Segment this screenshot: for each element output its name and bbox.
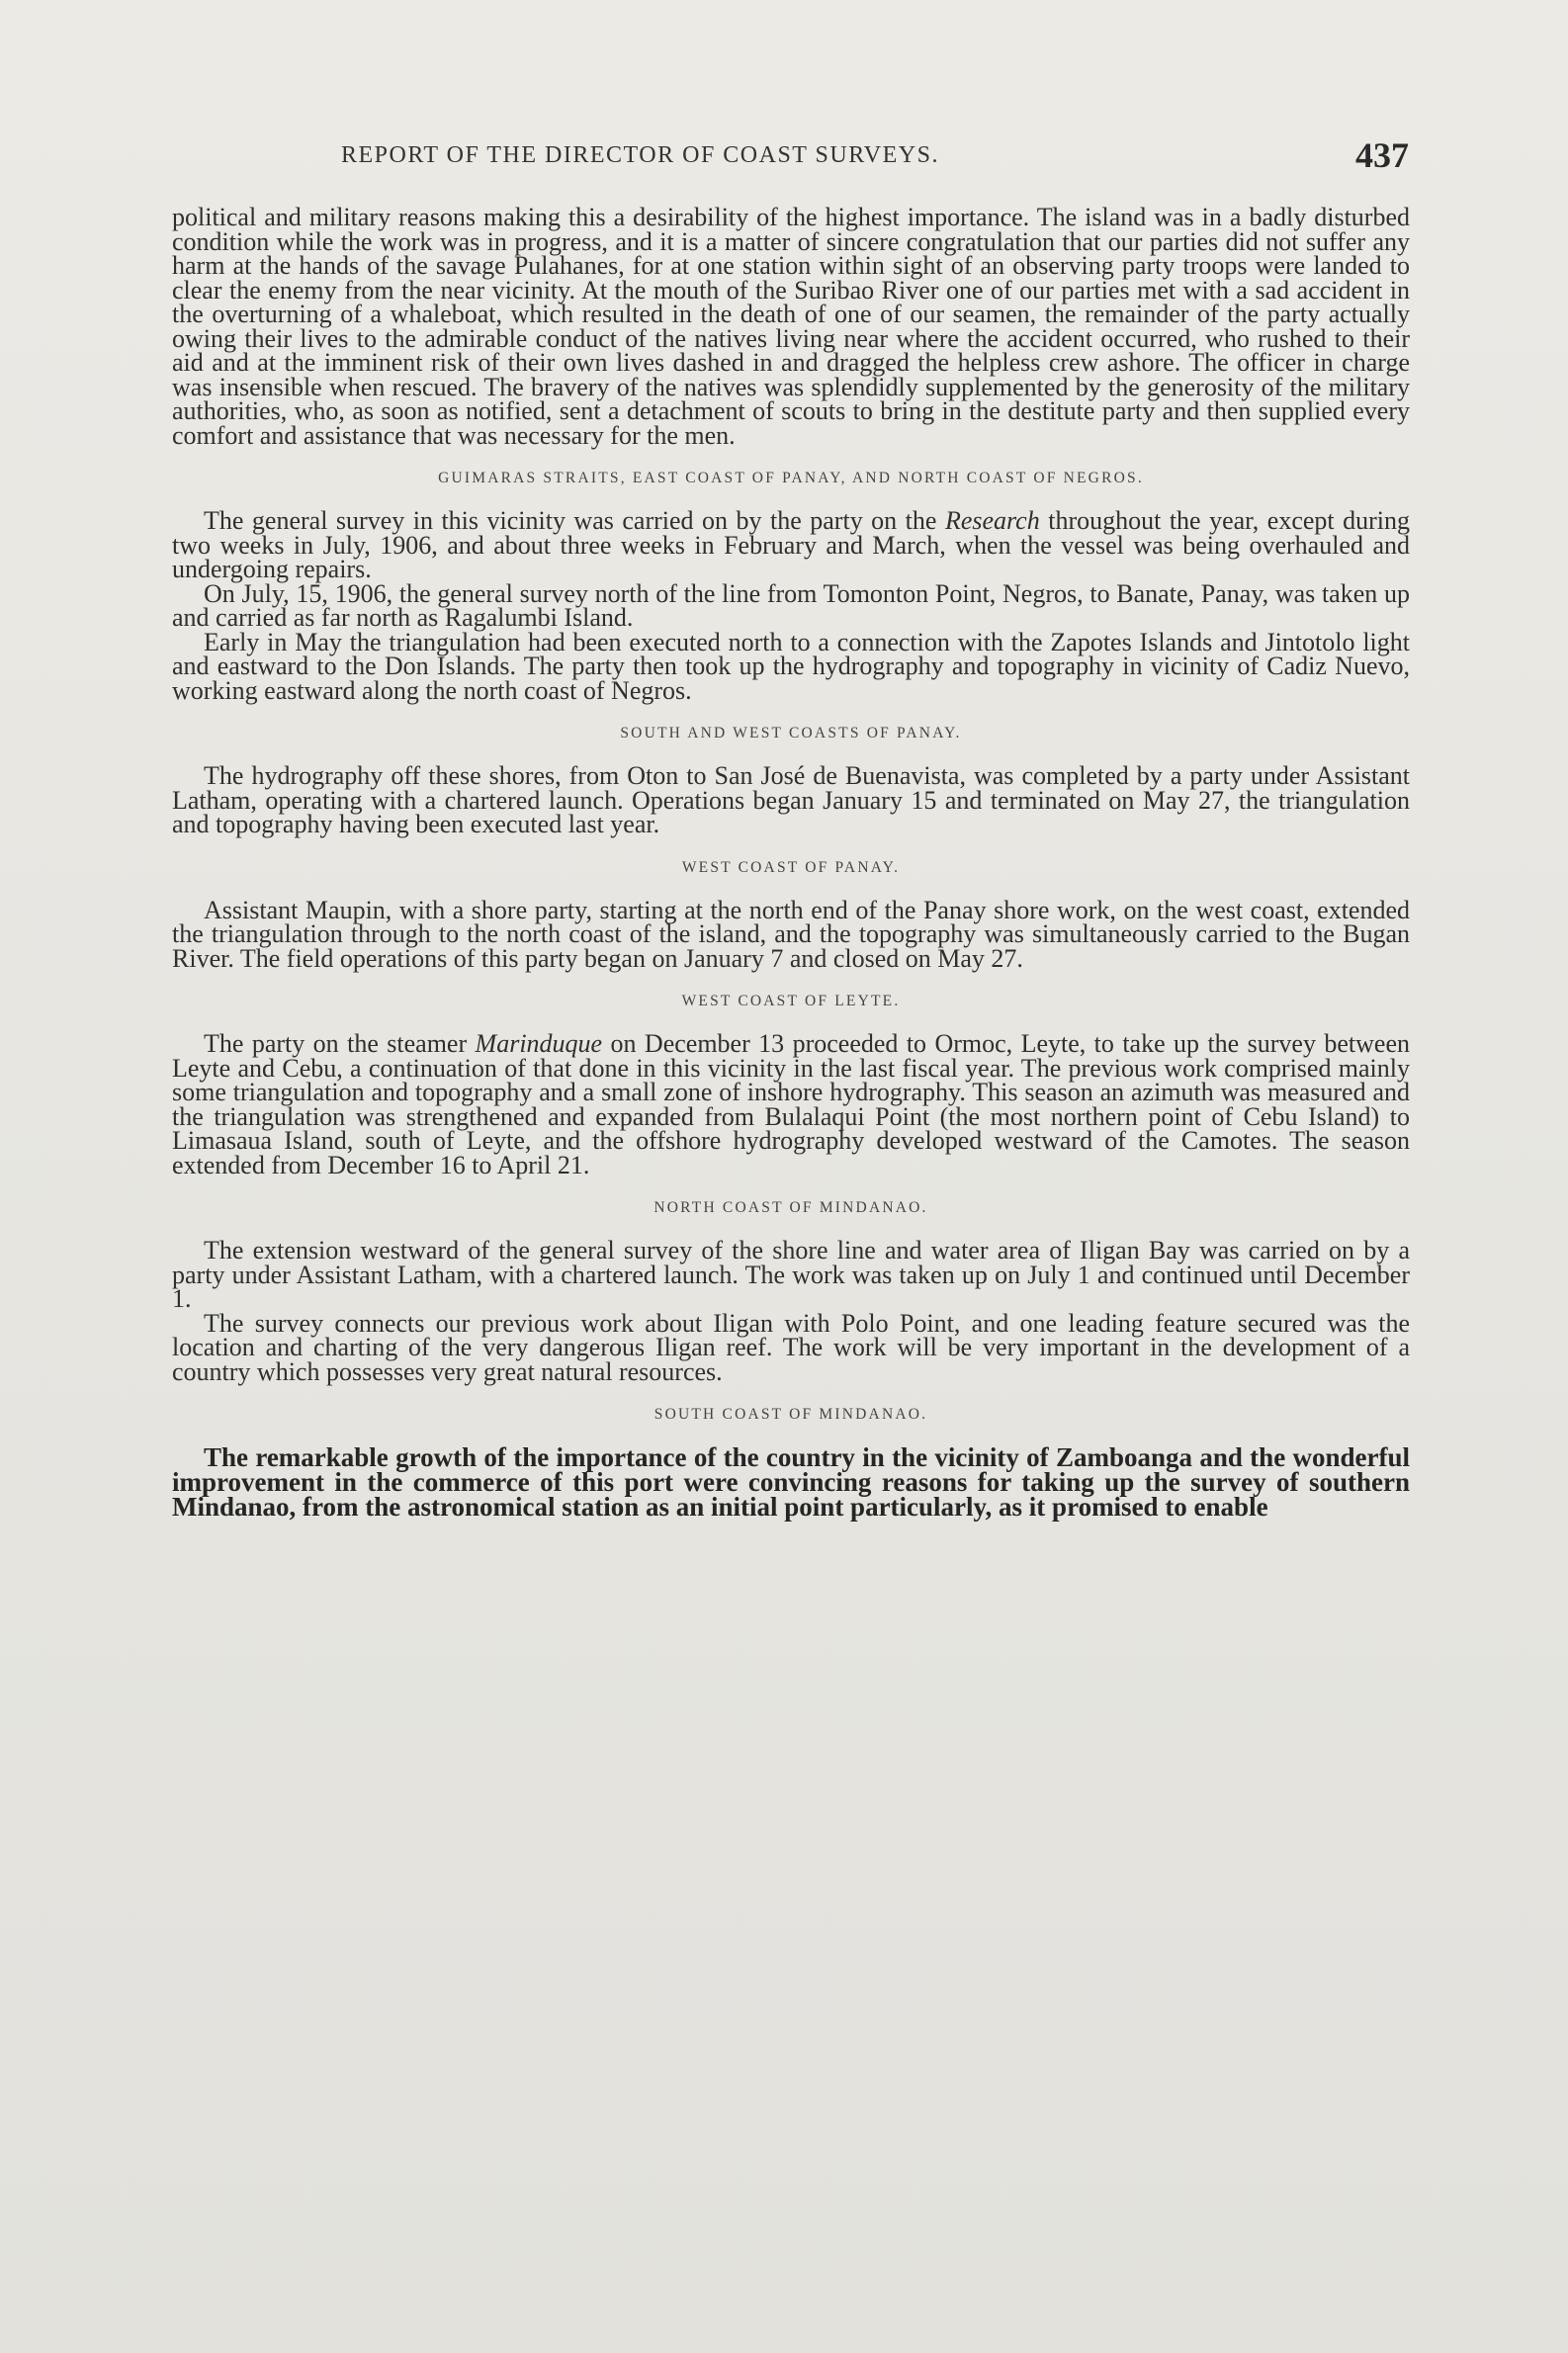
- west-leyte-text-b: on December 13 proceeded to Ormoc, Leyte, to take up the survey between Leyte and Cebu, a continuation of that done in this vicinity in the last fiscal year. The previous work comprised mainly some triangulation and topography and a small zone of inshore hydrography. This season an azimuth was measured and the triangulation was strengthened and expanded from Bulalaqui Point (the most northern point of Cebu Island) to Limasaua Island, south of Leyte, and the offshore hydrography developed westward of the Camotes. The season extended from December 16 to April 21.: [172, 1029, 1410, 1179]
- heading-guimaras-straits: GUIMARAS STRAITS, EAST COAST OF PANAY, AND NORTH COAST OF NEGROS.: [438, 470, 1144, 486]
- page-body: [172, 203, 1411, 1522]
- vessel-name-research: Research: [944, 506, 1040, 535]
- west-leyte-paragraph: [172, 1029, 1410, 1179]
- north-mindanao-paragraph-1: The extension westward of the general survey of the shore line and water area of Iligan Bay was carried on by a party under Assistant Latham, with a chartered launch. The work was taken up on July 1 and continued until December 1.: [172, 1236, 1410, 1313]
- heading-north-mindanao: NORTH COAST OF MINDANAO.: [653, 1199, 928, 1216]
- intro-paragraph: political and military reasons making this a desirability of the highest importance. The island was in a badly disturbed condition while the work was in progress, and it is a matter of sincere congratulation that our parties did not suffer any harm at the hands of the savage Pulahanes, for at one station within sight of an observing party troops were landed to clear the enemy from the near vicinity. At the mouth of the Suribao River one of our parties met with a sad accident in the overturning of a whaleboat, which resulted in the death of one of our seamen, the remainder of the party actually owing their lives to the admirable conduct of the natives living near where the accident occurred, who rushed to their aid and at the imminent risk of their own lives dashed in and dragged the helpless crew ashore. The officer in charge was insensible when rescued. The bravery of the natives was splendidly supplemented by the generosity of the military authorities, who, as soon as notified, sent a detachment of scouts to bring in the destitute party and then supplied every comfort and assistance that was necessary for the men.: [172, 203, 1410, 450]
- south-west-panay-paragraph: The hydrography off these shores, from Oton to San José de Buenavista, was completed by a party under Assistant Latham, operating with a chartered launch. Operations began January 15 and terminated on May 27, the triangulation and topography having been executed last year.: [172, 761, 1410, 838]
- guimaras-paragraph-2: On July, 15, 1906, the general survey north of the line from Tomonton Point, Negros, to Banate, Panay, was taken up and carried as far north as Ragalumbi Island.: [172, 578, 1410, 632]
- guimaras-paragraph-3: Early in May the triangulation had been executed north to a connection with the Zapotes Islands and Jintotolo light and eastward to the Don Islands. The party then took up the hydrography and topography in vicinity of Cadiz Nuevo, working eastward along the north coast of Negros.: [172, 627, 1410, 705]
- west-leyte-text-a: The party on the steamer: [204, 1029, 476, 1058]
- guimaras-p1-text-b: throughout the year, except during two weeks in July, 1906, and about three weeks in February and March, when the vessel was being overhauled and undergoing repairs.: [172, 506, 1411, 583]
- vessel-name-marinduque: Marinduque: [475, 1029, 603, 1058]
- guimaras-p1-text-a: The general survey in this vicinity was carried on by the party on the: [204, 506, 945, 535]
- running-title: REPORT OF THE DIRECTOR OF COAST SURVEYS.: [341, 142, 939, 168]
- heading-south-west-panay: SOUTH AND WEST COASTS OF PANAY.: [620, 725, 962, 741]
- heading-west-panay: WEST COAST OF PANAY.: [681, 858, 901, 876]
- heading-south-mindanao: SOUTH COAST OF MINDANAO.: [653, 1406, 928, 1423]
- north-mindanao-paragraph-2: The survey connects our previous work about Iligan with Polo Point, and one leading feature secured was the location and charting of the very dangerous Iligan reef. The work will be very important in the development of a country which possesses very great natural resources.: [172, 1308, 1410, 1386]
- heading-west-leyte: WEST COAST OF LEYTE.: [681, 993, 901, 1009]
- page-number: 437: [1355, 135, 1409, 175]
- page-header: [341, 134, 1409, 178]
- west-panay-paragraph: Assistant Maupin, with a shore party, starting at the north end of the Panay shore work, on the west coast, extended the triangulation through to the north coast of the island, and the topography was simultaneously carried to the Bugan River. The field operations of this party began on January 7 and closed on May 27.: [172, 895, 1410, 973]
- south-mindanao-paragraph: The remarkable growth of the importance of the country in the vicinity of Zamboanga and the wonderful improvement in the commerce of this port were convincing reasons for taking up the survey of southern Mindanao, from the astronomical station as an initial point particularly, as it promised to enable: [172, 1442, 1410, 1522]
- guimaras-paragraph-1: [172, 506, 1411, 583]
